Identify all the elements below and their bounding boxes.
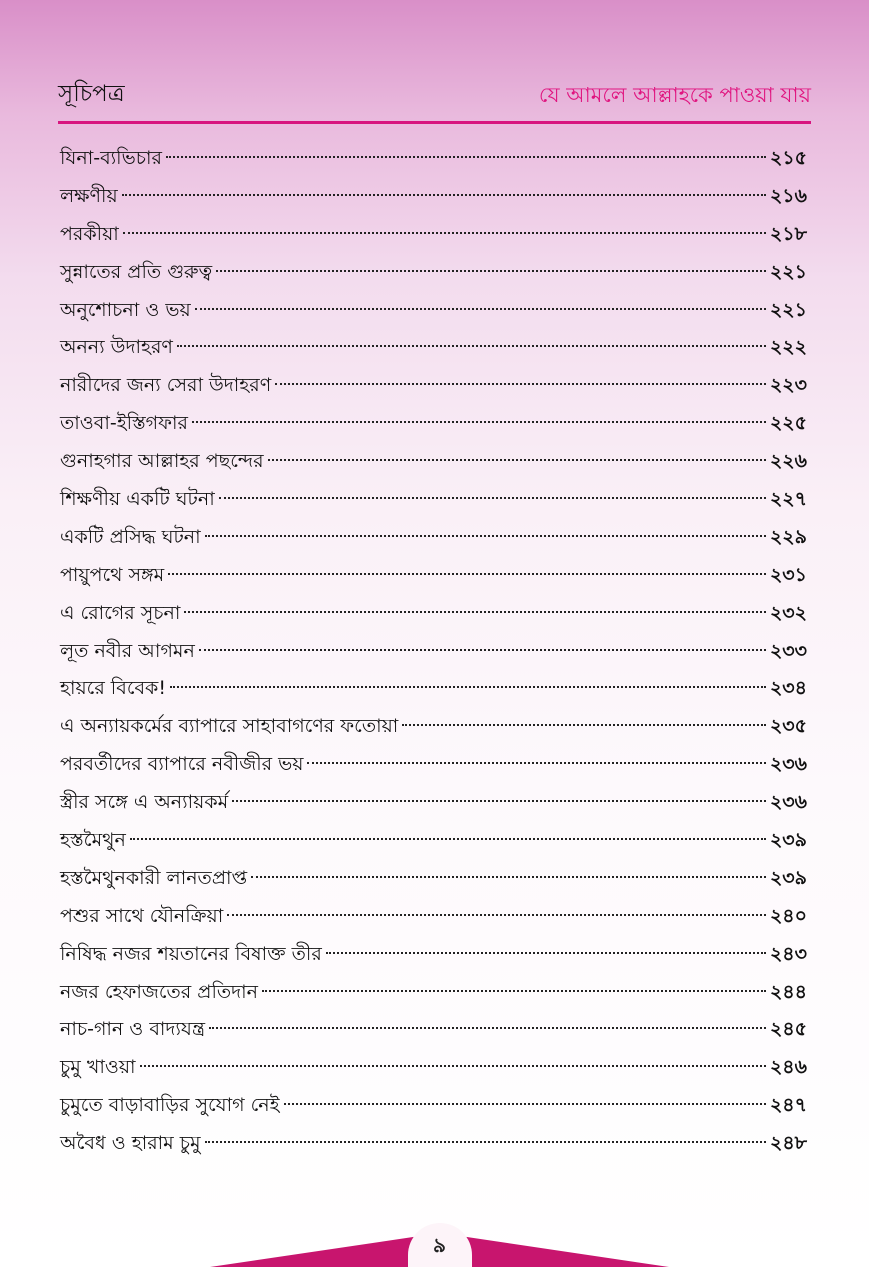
- toc-entry-page: ২২৫: [769, 412, 807, 435]
- toc-entry: [60, 519, 807, 557]
- toc-entry-page: ২৪৮: [769, 1132, 807, 1155]
- toc-entry-title: হায়রে বিবেক!: [60, 677, 166, 700]
- toc-entry-title: সুন্নাতের প্রতি গুরুত্ব: [60, 260, 213, 283]
- dot-leader: [219, 497, 766, 499]
- dot-leader: [262, 990, 766, 992]
- dot-leader: [268, 459, 766, 461]
- toc-entry-title: যিনা-ব্যভিচার: [60, 147, 162, 169]
- dot-leader: [227, 914, 766, 916]
- toc-entry-title: এ রোগের সূচনা: [60, 601, 181, 624]
- toc-entry-page: ২৩৩: [769, 639, 807, 662]
- toc-entry: [60, 898, 807, 936]
- toc-entry-page: ২৩৪: [769, 677, 807, 700]
- toc-entry: [60, 974, 807, 1012]
- toc-entry-page: ২২১: [769, 298, 807, 321]
- toc-entry-title: হস্তমৈথুন: [60, 829, 126, 852]
- toc-entry-title: এ অন্যায়কর্মের ব্যাপারে সাহাবাগণের ফতোয়া: [60, 715, 399, 738]
- toc-entry-page: ২৪৭: [769, 1094, 807, 1117]
- dot-leader: [232, 800, 766, 802]
- toc-entry-page: ২২৭: [769, 488, 807, 511]
- toc-entry-title: তাওবা-ইস্তিগফার: [60, 412, 188, 435]
- dot-leader: [192, 421, 766, 423]
- toc-entry: [60, 633, 807, 671]
- toc-entry-title: চুমুতে বাড়াবাড়ির সুযোগ নেই: [60, 1094, 280, 1117]
- dot-leader: [216, 270, 766, 272]
- dot-leader: [251, 876, 766, 878]
- toc-entry-page: ২৪০: [769, 904, 807, 927]
- toc-entry: [60, 292, 807, 330]
- dot-leader: [168, 573, 766, 575]
- toc-entry: [60, 140, 807, 178]
- toc-entry: [60, 405, 807, 443]
- page-number: ৯: [408, 1223, 472, 1267]
- toc-entry: [60, 216, 807, 254]
- toc-entry-page: ২৩৫: [769, 715, 807, 738]
- book-title: যে আমলে আল্লাহকে পাওয়া যায়: [538, 83, 811, 107]
- dot-leader: [140, 1065, 766, 1067]
- header-divider: [58, 121, 811, 124]
- toc-entry-title: লূত নবীর আগমন: [60, 639, 195, 662]
- toc-entry-title: পরকীয়া: [60, 222, 119, 245]
- footer-band: [210, 1233, 669, 1267]
- toc-entry-page: ২৩৬: [769, 753, 807, 776]
- toc-entry: [60, 367, 807, 405]
- toc-entry: [60, 254, 807, 292]
- toc-entry-page: ২১৫: [769, 147, 807, 169]
- toc-entry: [60, 708, 807, 746]
- toc-entry-page: ২৩৯: [769, 829, 807, 852]
- toc-entry: [60, 1125, 807, 1163]
- dot-leader: [123, 232, 766, 234]
- section-title: সূচিপত্র: [58, 81, 125, 107]
- toc-entry: [60, 936, 807, 974]
- toc-entry: [60, 178, 807, 216]
- toc-entry-page: ২৪৩: [769, 942, 807, 965]
- toc-entry-page: ২২৬: [769, 450, 807, 473]
- toc-entry-title: অবৈধ ও হারাম চুমু: [60, 1132, 201, 1155]
- toc-entry-page: ২৪৫: [769, 1018, 807, 1041]
- toc-entry-page: ২২৯: [769, 525, 807, 548]
- toc-entry-title: অনুশোচনা ও ভয়: [60, 298, 191, 321]
- toc-entry-page: ২৪৬: [769, 1056, 807, 1079]
- dot-leader: [130, 838, 766, 840]
- toc-entry-title: নাচ-গান ও বাদ্যযন্ত্র: [60, 1018, 206, 1041]
- dot-leader: [195, 308, 766, 310]
- toc-entry-page: ২২৩: [769, 374, 807, 397]
- toc-entry-title: পশুর সাথে যৌনক্রিয়া: [60, 904, 224, 927]
- toc-entry-title: নজর হেফাজতের প্রতিদান: [60, 980, 259, 1003]
- toc-entry: [60, 860, 807, 898]
- toc-entry-page: ২৩৬: [769, 791, 807, 814]
- dot-leader: [209, 1027, 766, 1029]
- dot-leader: [166, 156, 766, 158]
- toc-entry-page: ২৩৯: [769, 866, 807, 889]
- dot-leader: [284, 1103, 766, 1105]
- dot-leader: [205, 1141, 766, 1143]
- toc-entry: [60, 822, 807, 860]
- dot-leader: [326, 952, 766, 954]
- toc-entry-title: লক্ষণীয়: [60, 184, 118, 207]
- toc-entry-title: চুমু খাওয়া: [60, 1056, 136, 1079]
- toc-entry-title: একটি প্রসিদ্ধ ঘটনা: [60, 525, 201, 548]
- dot-leader: [199, 649, 766, 651]
- toc-entry-title: হস্তমৈথুনকারী লানতপ্রাপ্ত: [60, 866, 248, 889]
- page-header: [58, 81, 811, 120]
- dot-leader: [170, 686, 766, 688]
- toc-entry: [60, 1087, 807, 1125]
- dot-leader: [205, 535, 766, 537]
- toc-entry-page: ২৩২: [769, 601, 807, 624]
- toc-entry: [60, 746, 807, 784]
- toc-entry: [60, 670, 807, 708]
- table-of-contents: [60, 140, 807, 1163]
- toc-entry: [60, 481, 807, 519]
- dot-leader: [122, 194, 766, 196]
- toc-entry-title: পরবর্তীদের ব্যাপারে নবীজীর ভয়: [60, 753, 304, 776]
- toc-entry-title: নিষিদ্ধ নজর শয়তানের বিষাক্ত তীর: [60, 942, 322, 965]
- toc-entry: [60, 329, 807, 367]
- dot-leader: [307, 762, 765, 764]
- toc-entry-page: ২২১: [769, 260, 807, 283]
- dot-leader: [402, 724, 766, 726]
- toc-entry: [60, 1011, 807, 1049]
- toc-entry-page: ২২২: [769, 336, 807, 359]
- toc-entry: [60, 595, 807, 633]
- toc-entry: [60, 1049, 807, 1087]
- toc-entry: [60, 557, 807, 595]
- toc-entry-title: স্ত্রীর সঙ্গে এ অন্যায়কর্ম: [60, 791, 229, 814]
- toc-entry-title: অনন্য উদাহরণ: [60, 336, 173, 359]
- toc-entry: [60, 443, 807, 481]
- toc-entry: [60, 784, 807, 822]
- dot-leader: [177, 345, 766, 347]
- toc-entry-page: ২১৬: [769, 184, 807, 207]
- dot-leader: [184, 611, 766, 613]
- toc-entry-title: পায়ুপথে সঙ্গম: [60, 563, 165, 586]
- toc-entry-page: ২১৮: [769, 222, 807, 245]
- toc-entry-title: শিক্ষণীয় একটি ঘটনা: [60, 488, 215, 511]
- toc-entry-title: নারীদের জন্য সেরা উদাহরণ: [60, 374, 272, 397]
- toc-entry-title: গুনাহগার আল্লাহর পছন্দের: [60, 450, 264, 473]
- dot-leader: [275, 383, 766, 385]
- toc-entry-page: ২৪৪: [769, 980, 807, 1003]
- toc-entry-page: ২৩১: [769, 563, 807, 586]
